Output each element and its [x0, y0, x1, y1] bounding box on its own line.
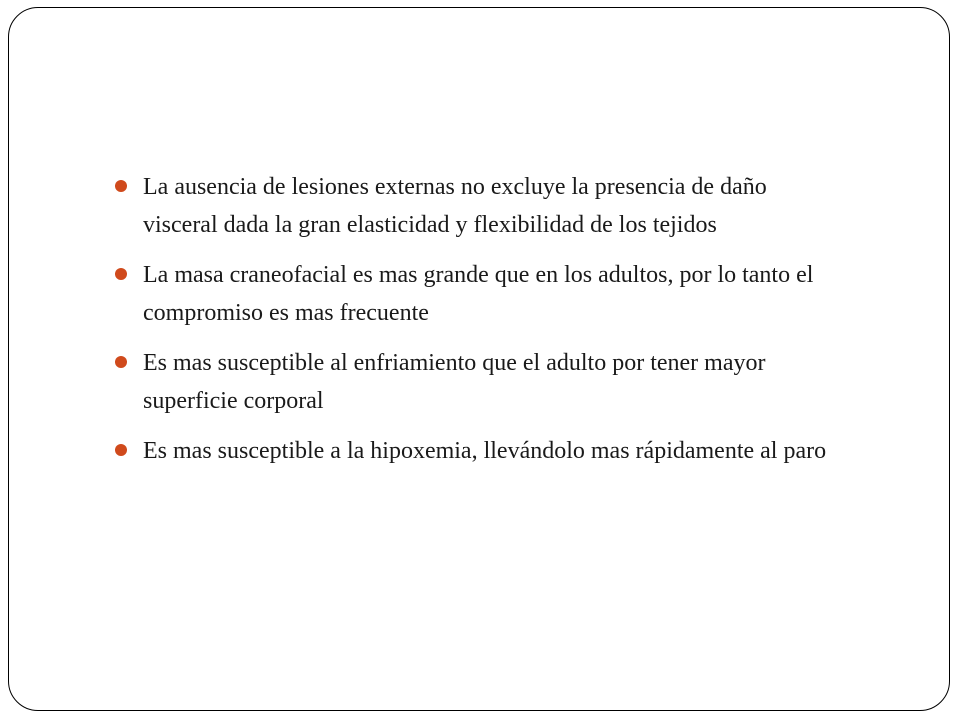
list-item: [115, 432, 835, 470]
list-item: [115, 256, 835, 332]
list-item: [115, 168, 835, 244]
bullet-text: La masa craneofacial es mas grande que en los adultos, por lo tanto el compromiso es mas frecuente: [143, 262, 814, 326]
bullet-list: [115, 168, 835, 482]
bullet-text: Es mas susceptible al enfriamiento que el adulto por tener mayor superficie corporal: [143, 350, 766, 414]
bullet-dot-icon: [115, 356, 127, 368]
bullet-dot-icon: [115, 444, 127, 456]
bullet-text: Es mas susceptible a la hipoxemia, llevándolo mas rápidamente al paro: [143, 438, 827, 464]
list-item: [115, 344, 835, 420]
bullet-dot-icon: [115, 180, 127, 192]
bullet-text: La ausencia de lesiones externas no excluye la presencia de daño visceral dada la gran elasticidad y flexibilidad de los tejidos: [143, 174, 767, 238]
slide-frame: [8, 7, 950, 711]
bullet-dot-icon: [115, 268, 127, 280]
